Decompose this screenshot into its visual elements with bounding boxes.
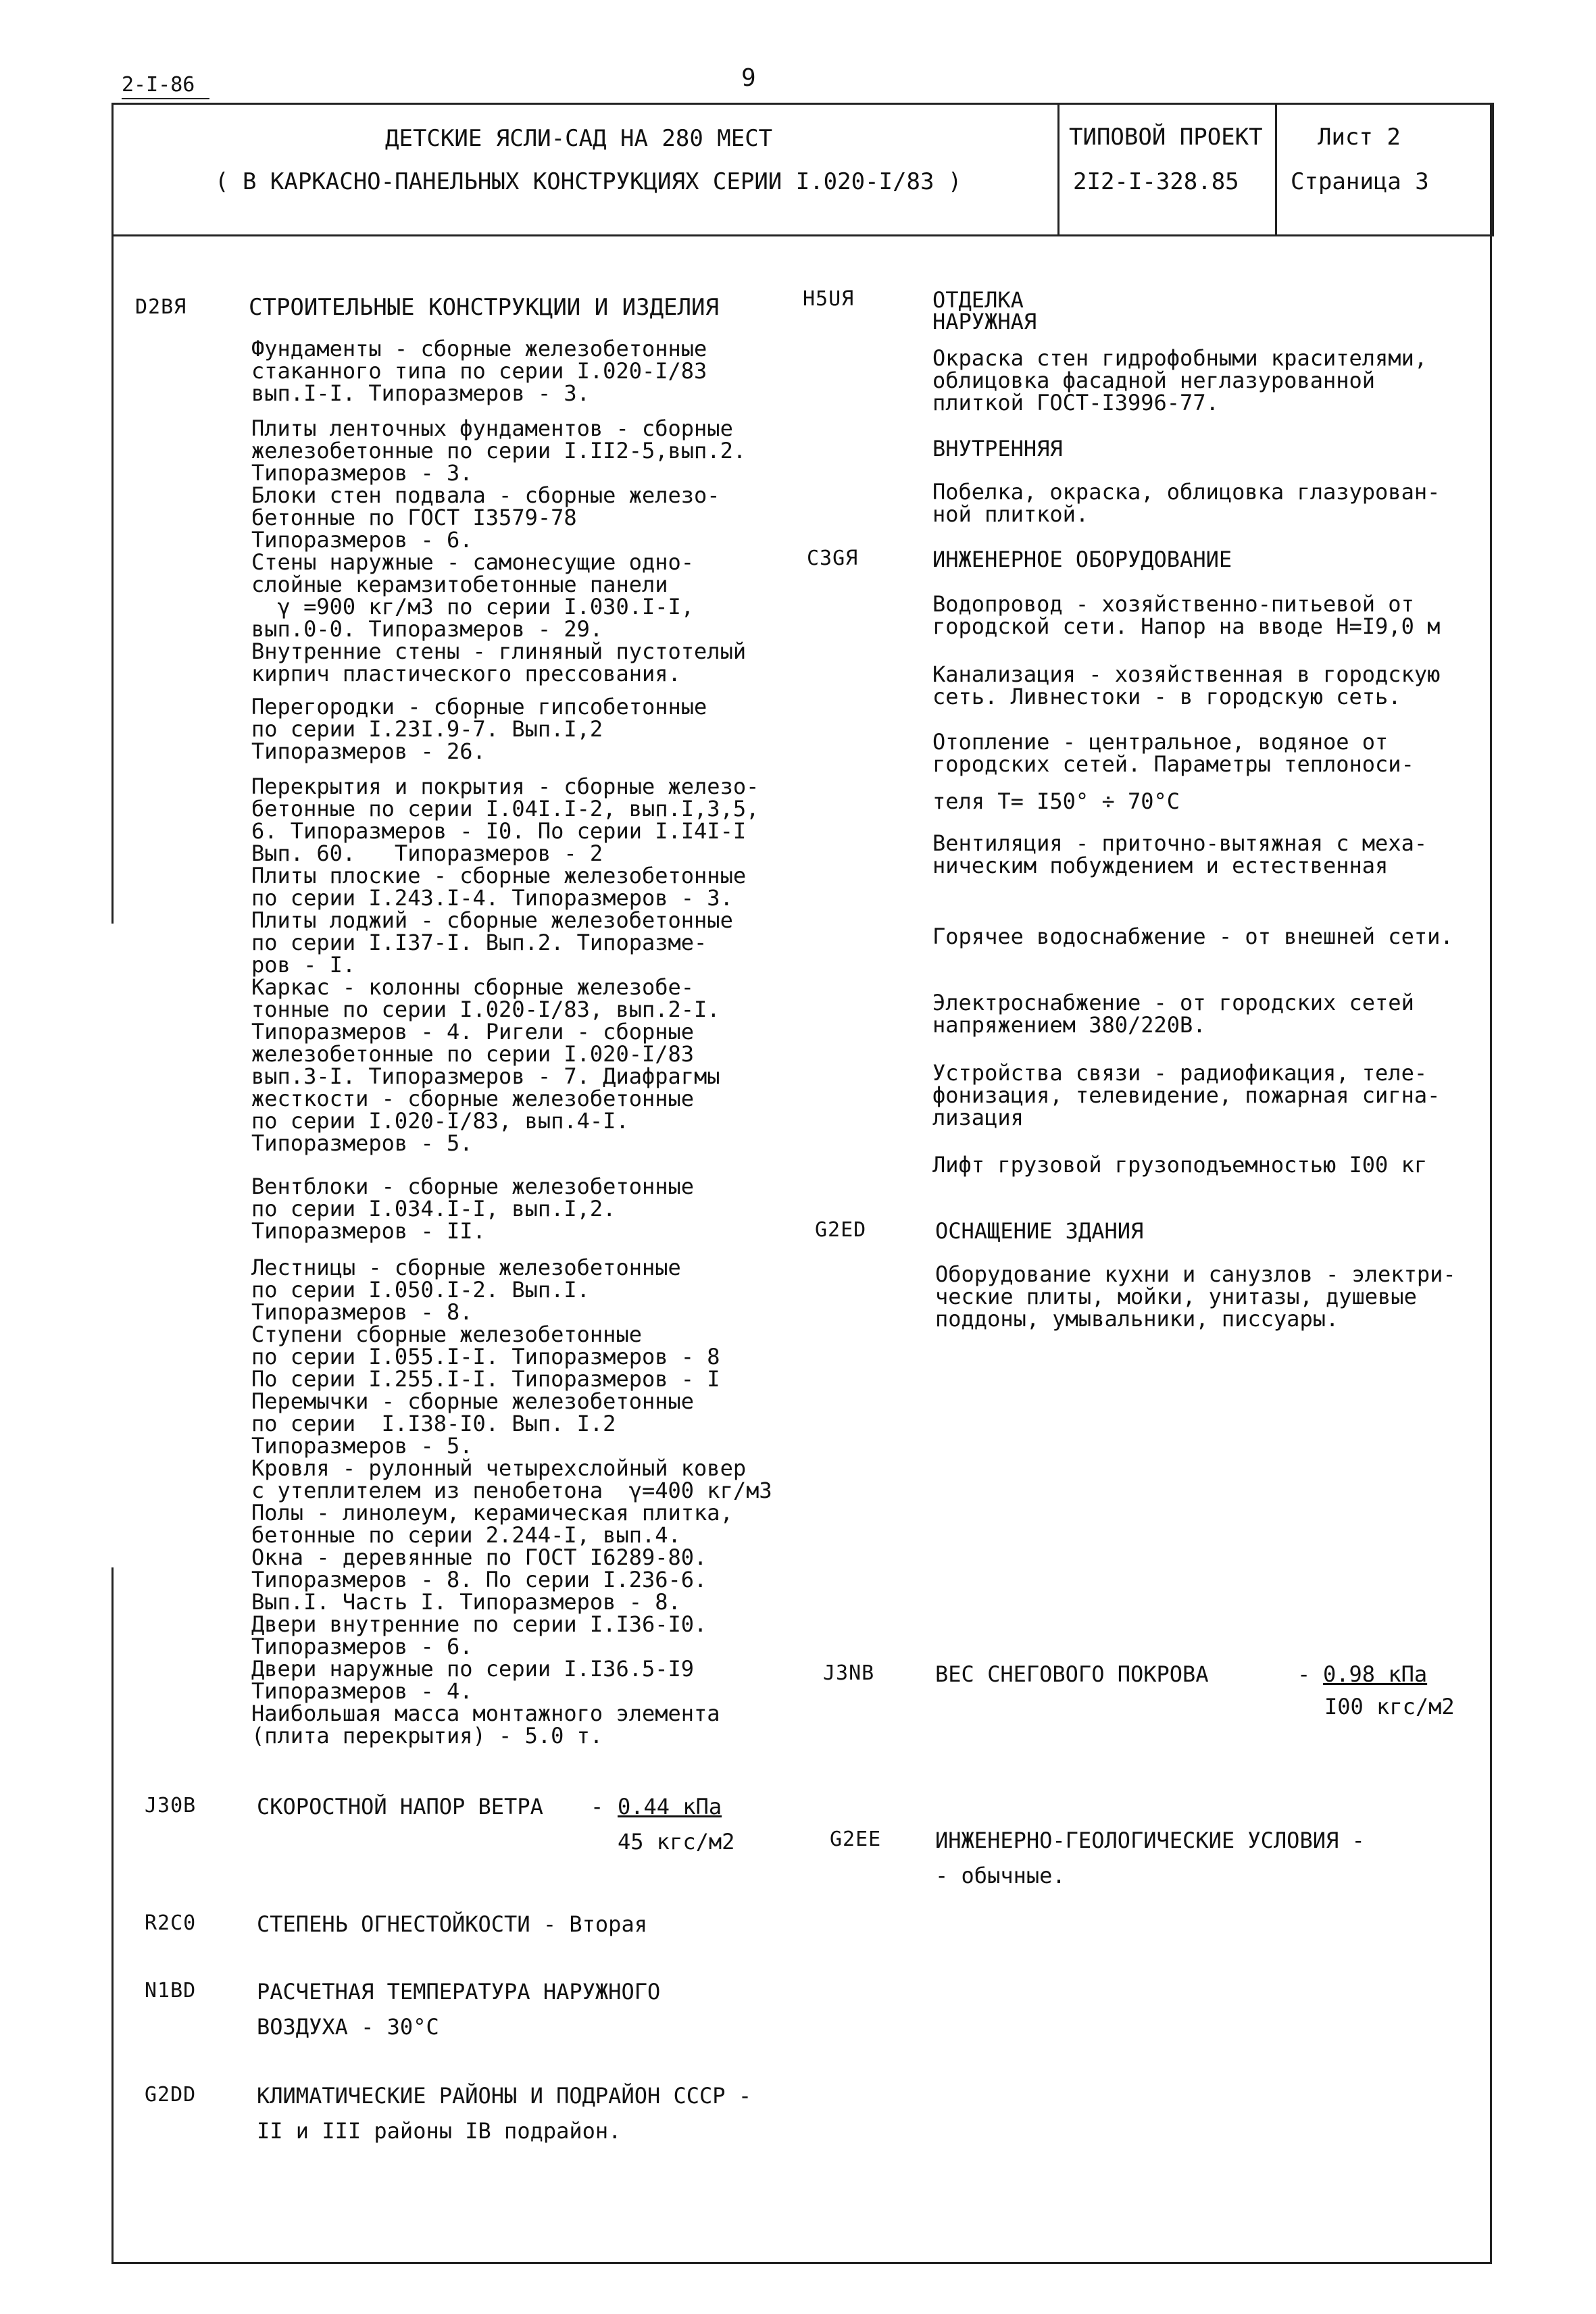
- page-number: 9: [741, 64, 756, 92]
- section-code: J3NB: [823, 1661, 875, 1685]
- climate-regions-value: II и III районы IВ подрайон.: [257, 2118, 622, 2144]
- right-border: [1490, 103, 1492, 2263]
- section-code: G2DD: [145, 2083, 197, 2107]
- equipment-hot-water: Горячее водоснабжение - от внешней сети.: [932, 924, 1453, 949]
- section-code: D2BЯ: [135, 295, 187, 319]
- design-temperature-label: РАСЧЕТНАЯ ТЕМПЕРАТУРА НАРУЖНОГО: [257, 1979, 661, 2005]
- snow-load-dash: -: [1297, 1661, 1311, 1687]
- section-code: С3GЯ: [807, 547, 859, 570]
- geology-value: - обычные.: [935, 1863, 1066, 1888]
- geology-label: ИНЖЕНЕРНО-ГЕОЛОГИЧЕСКИЕ УСЛОВИЯ -: [935, 1828, 1365, 1853]
- finish-heading: ОТДЕЛКА: [932, 287, 1024, 313]
- sheet-label: Лист 2: [1318, 124, 1401, 151]
- section-code: Н5UЯ: [803, 287, 855, 311]
- equipment-lift: Лифт грузовой грузоподъемностью I00 кг: [932, 1152, 1428, 1178]
- project-number: 2I2-I-328.85: [1073, 168, 1239, 195]
- structures-paragraph: Лестницы - сборные железобетонные по серии I.050.I-2. Вып.I. Типоразмеров - 8. Ступени сборные железобетонные по серии I.055.I-I. Типоразмеров - 8 По серии I.255.I-I. Типоразмеров - I Перемычки - сборные железобетонные по серии I.I38-I0. Вып. I.2 Типоразмеров - 5. Кровля - рулонный четырехслойный ковер с утеплителем из пенобетона γ=400 кг/м3 Полы - линолеум, керамическая плитка, бетонные по серии 2.244-I, вып.4. Окна - деревянные по ГОСТ I6289-80. Типоразмеров - 8. По серии I.236-6. Вып.I. Часть I. Типоразмеров - 8. Двери внутренние по серии I.I36-I0. Типоразмеров - 6. Двери наружные по серии I.I36.5-I9 Типоразмеров - 4. Наибольшая масса монтажного элемента (плита перекрытия) - 5.0 т.: [251, 1255, 772, 1749]
- finish-inner-text: Побелка, окраска, облицовка глазурован- ной плиткой.: [932, 479, 1441, 527]
- section-code: J30B: [145, 1794, 197, 1817]
- document-title: ДЕТСКИЕ ЯСЛИ-САД НА 280 МЕСТ: [385, 125, 773, 152]
- equipment-heading: ИНЖЕНЕРНОЕ ОБОРУДОВАНИЕ: [932, 547, 1232, 572]
- section-code: G2EE: [830, 1828, 882, 1851]
- fitout-text: Оборудование кухни и санузлов - электри- ческие плиты, мойки, унитазы, душевые поддоны, умывальники, писсуары.: [935, 1261, 1456, 1332]
- finish-subheading-outer: НАРУЖНАЯ: [932, 309, 1037, 334]
- structures-paragraph: Перекрытия и покрытия - сборные железо- бетонные по серии I.04I.I-2, вып.I,3,5, 6. Типоразмеров - I0. По серии I.I4I-I Вып. 60. Типоразмеров - 2 Плиты плоские - сборные железобетонные по серии I.243.I-4. Типоразмеров - 3. Плиты лоджий - сборные железобетонные по серии I.I37-I. Вып.2. Типоразме- ров - I. Каркас - колонны сборные железобе- тонные по серии I.020-I/83, вып.2-I. Типоразмеров - 4. Ригели - сборные железобетонные по серии I.020-I/83 вып.3-I. Типоразмеров - 7. Диафрагмы жесткости - сборные железобетонные по серии I.020-I/83, вып.4-I. Типоразмеров - 5.: [251, 774, 759, 1156]
- structures-paragraph: Перегородки - сборные гипсобетонные по серии I.23I.9-7. Вып.I,2 Типоразмеров - 26.: [251, 694, 707, 764]
- fire-resistance: СТЕПЕНЬ ОГНЕСТОЙКОСТИ - Вторая: [257, 1911, 647, 1937]
- section-code: G2ED: [815, 1218, 867, 1242]
- title-block-divider-2: [1275, 103, 1277, 234]
- snow-load-value: 0.98 кПа: [1323, 1661, 1428, 1687]
- title-block-bottom-line: [111, 234, 1494, 236]
- equipment-power: Электроснабжение - от городских сетей напряжением 380/220В.: [932, 990, 1414, 1038]
- equipment-ventilation: Вентиляция - приточно-вытяжная с меха- ническим побуждением и естественная: [932, 830, 1428, 878]
- wind-pressure-label: СКОРОСТНОЙ НАПОР ВЕТРА: [257, 1794, 543, 1819]
- snow-load-value-kgs: I00 кгс/м2: [1324, 1694, 1455, 1719]
- snow-load-label: ВЕС СНЕГОВОГО ПОКРОВА: [935, 1661, 1209, 1687]
- climate-regions-label: КЛИМАТИЧЕСКИЕ РАЙОНЫ И ПОДРАЙОН СССР -: [257, 2083, 752, 2109]
- title-block-divider-1: [1057, 103, 1059, 234]
- document-subtitle: ( В КАРКАСНО-ПАНЕЛЬНЫХ КОНСТРУКЦИЯХ СЕРИИ I.020-I/83 ): [215, 168, 962, 195]
- document-code-underline: [122, 98, 209, 99]
- project-label: ТИПОВОЙ ПРОЕКТ: [1069, 124, 1263, 151]
- bottom-border: [111, 2262, 1492, 2264]
- left-border-upper: [111, 234, 114, 924]
- wind-pressure-dash: -: [591, 1794, 604, 1819]
- equipment-water: Водопровод - хозяйственно-питьевой от городской сети. Напор на вводе Н=I9,0 м: [932, 591, 1441, 639]
- fitout-heading: ОСНАЩЕНИЕ ЗДАНИЯ: [935, 1218, 1144, 1244]
- equipment-heating: Отопление - центральное, водяное от городских сетей. Параметры теплоноси-: [932, 729, 1414, 777]
- equipment-comms: Устройства связи - радиофикация, теле- фонизация, телевидение, пожарная сигна- лизация: [932, 1060, 1441, 1130]
- structures-paragraph: Фундаменты - сборные железобетонные стаканного типа по серии I.020-I/83 вып.I-I. Типоразмеров - 3.: [251, 336, 707, 406]
- wind-pressure-value-kgs: 45 кгс/м2: [618, 1829, 735, 1855]
- structures-paragraph: Плиты ленточных фундаментов - сборные железобетонные по серии I.II2-5,вып.2. Типоразмеров - 3. Блоки стен подвала - сборные железо- бетонные по ГОСТ I3579-78 Типоразмеров - 6. Стены наружные - самонесущие одно- слойные керамзитобетонные панели γ =900 кг/м3 по серии I.030.I-I, вып.0-0. Типоразмеров - 29. Внутренние стены - глиняный пустотелый кирпич пластического прессования.: [251, 416, 747, 686]
- left-border-lower: [111, 1567, 114, 2263]
- document-code: 2-I-86: [122, 73, 195, 97]
- equipment-sewer: Канализация - хозяйственная в городскую сеть. Ливнестоки - в городскую сеть.: [932, 661, 1441, 709]
- section-heading-structures: СТРОИТЕЛЬНЫЕ КОНСТРУКЦИИ И ИЗДЕЛИЯ: [249, 294, 719, 321]
- finish-outer-text: Окраска стен гидрофобными красителями, облицовка фасадной неглазурованной плиткой ГОСТ-I3996-77.: [932, 345, 1428, 416]
- structures-paragraph: Вентблоки - сборные железобетонные по серии I.034.I-I, вып.I,2. Типоразмеров - II.: [251, 1174, 695, 1244]
- page-label: Страница 3: [1291, 168, 1429, 195]
- design-temperature-value: ВОЗДУХА - 30°С: [257, 2014, 439, 2040]
- wind-pressure-value: 0.44 кПа: [618, 1794, 722, 1819]
- section-code: N1BD: [145, 1979, 197, 2003]
- section-code: R2C0: [145, 1911, 197, 1935]
- finish-subheading-inner: ВНУТРЕННЯЯ: [932, 436, 1063, 461]
- equipment-heating-temperature: теля Т= I50° ÷ 70°С: [932, 788, 1180, 814]
